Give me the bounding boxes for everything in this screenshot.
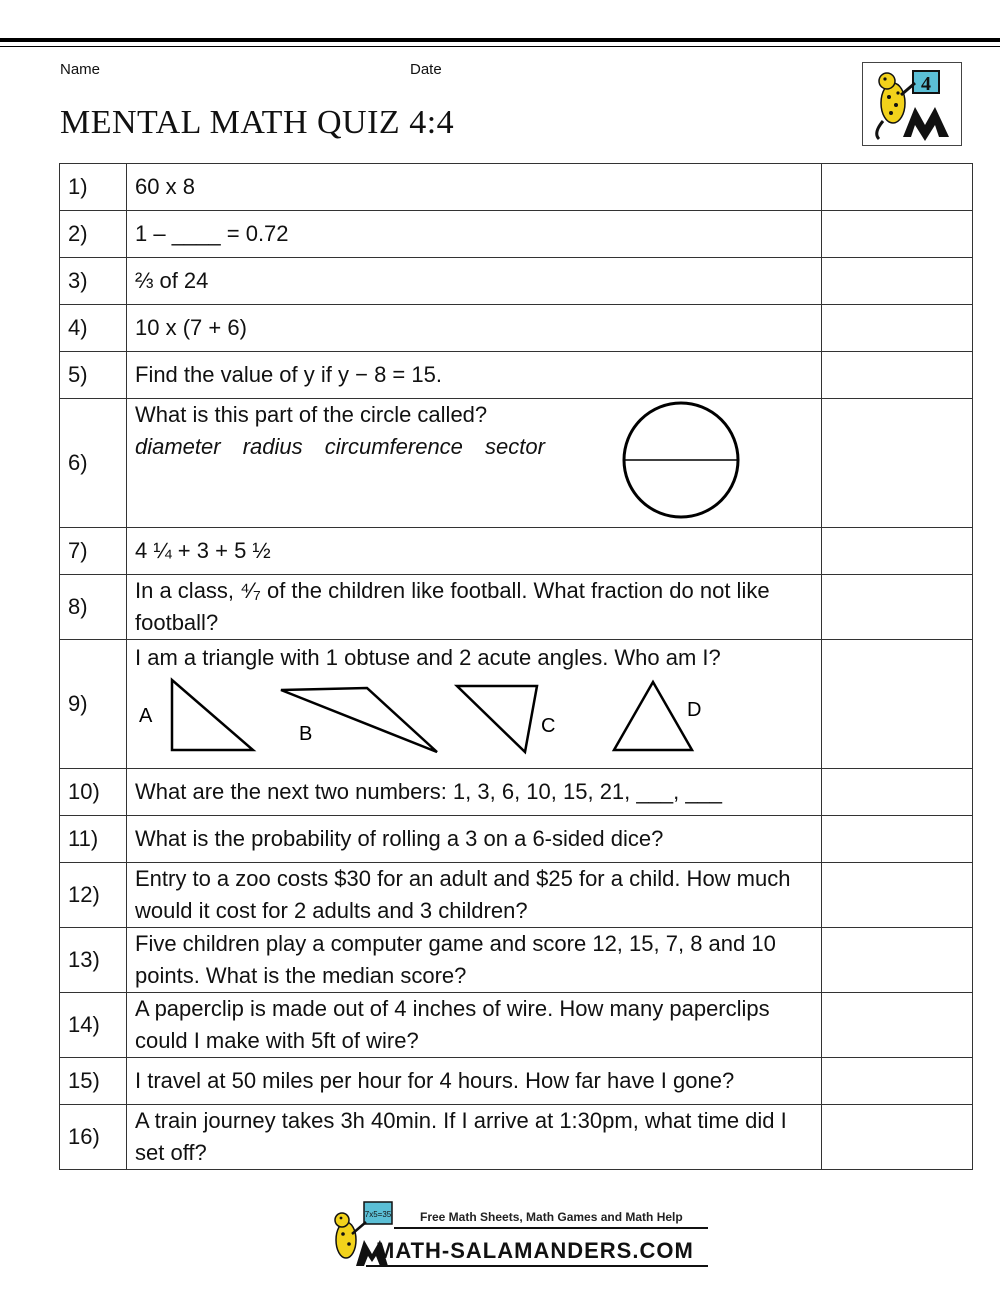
question-number: 6): [60, 399, 127, 528]
name-label: Name: [60, 61, 101, 78]
question-row-4: [60, 305, 973, 352]
triangle-label-d: D: [687, 699, 702, 721]
triangle-label-c: C: [541, 715, 556, 737]
question-row-3: [60, 258, 973, 305]
question-number: 1): [60, 164, 127, 211]
answer-box[interactable]: [822, 258, 973, 305]
question-number: 14): [60, 993, 127, 1058]
answer-box[interactable]: [822, 164, 973, 211]
question-text: 1 – ____ = 0.72: [127, 211, 822, 258]
answer-box[interactable]: [822, 528, 973, 575]
question-number: 15): [60, 1058, 127, 1105]
question-row-6: [60, 399, 973, 528]
question-text: ⅔ of 24: [127, 258, 822, 305]
top-rule-thin: [0, 46, 1000, 47]
grade-number: 4: [921, 73, 931, 95]
answer-box[interactable]: [822, 211, 973, 258]
question-number: 16): [60, 1105, 127, 1170]
question-row-9: [60, 640, 973, 769]
question-number: 5): [60, 352, 127, 399]
option-radius: radius: [242, 434, 303, 459]
question-number: 4): [60, 305, 127, 352]
triangle-d: [614, 682, 692, 750]
answer-box[interactable]: [822, 640, 973, 769]
question-row-1: [60, 164, 973, 211]
question-text: What is this part of the circle called?: [135, 402, 488, 427]
footer-tagline: Free Math Sheets, Math Games and Math Help: [420, 1210, 683, 1224]
circle-diagram: [621, 399, 741, 521]
triangle-c: [457, 686, 537, 752]
option-circumference: circumference: [324, 434, 463, 459]
question-text: A paperclip is made out of 4 inches of wire. How many paperclips could I make with 5ft of wire?: [127, 993, 822, 1058]
question-number: 2): [60, 211, 127, 258]
answer-box[interactable]: [822, 928, 973, 993]
question-row-11: [60, 816, 973, 863]
question-number: 9): [60, 640, 127, 769]
question-row-10: [60, 769, 973, 816]
question-row-7: [60, 528, 973, 575]
triangle-a: [172, 680, 253, 750]
date-label: Date: [410, 61, 442, 78]
question-number: 8): [60, 575, 127, 640]
question-row-2: [60, 211, 973, 258]
top-rule: [0, 38, 1000, 42]
footer-badge-text: 7x5=35: [364, 1210, 392, 1219]
question-text: 60 x 8: [127, 164, 822, 211]
answer-box[interactable]: [822, 1058, 973, 1105]
triangle-label-a: A: [139, 705, 153, 727]
question-text: Find the value of y if y − 8 = 15.: [127, 352, 822, 399]
question-row-16: [60, 1105, 973, 1170]
question-number: 12): [60, 863, 127, 928]
question-text: I travel at 50 miles per hour for 4 hours. How far have I gone?: [127, 1058, 822, 1105]
question-text: 10 x (7 + 6): [127, 305, 822, 352]
question-row-15: [60, 1058, 973, 1105]
footer-site-name: MATH-SALAMANDERS.COM: [376, 1238, 694, 1263]
question-number: 3): [60, 258, 127, 305]
question-text: A train journey takes 3h 40min. If I arrive at 1:30pm, what time did I set off?: [127, 1105, 822, 1170]
question-row-14: [60, 993, 973, 1058]
answer-box[interactable]: [822, 993, 973, 1058]
question-text: I am a triangle with 1 obtuse and 2 acute angles. Who am I?: [135, 645, 721, 670]
question-row-8: [60, 575, 973, 640]
question-number: 13): [60, 928, 127, 993]
option-sector: sector: [485, 434, 545, 459]
triangle-label-b: B: [299, 723, 313, 745]
question-row-12: [60, 863, 973, 928]
answer-options: [135, 431, 561, 463]
question-text: 4 ¼ + 3 + 5 ½: [127, 528, 822, 575]
answer-box[interactable]: [822, 816, 973, 863]
question-text: In a class, ⁴⁄₇ of the children like football. What fraction do not like football?: [127, 575, 822, 640]
question-row-5: [60, 352, 973, 399]
answer-box[interactable]: [822, 575, 973, 640]
triangle-options-diagram: [135, 670, 825, 760]
answer-box[interactable]: [822, 769, 973, 816]
question-number: 7): [60, 528, 127, 575]
answer-box[interactable]: [822, 305, 973, 352]
answer-box[interactable]: [822, 352, 973, 399]
option-diameter: diameter: [135, 434, 221, 459]
question-number: 11): [60, 816, 127, 863]
page-title: MENTAL MATH QUIZ 4:4: [60, 104, 455, 141]
question-row-13: [60, 928, 973, 993]
quiz-table: [59, 163, 973, 1170]
question-text: What are the next two numbers: 1, 3, 6, 10, 15, 21, ___, ___: [127, 769, 822, 816]
question-number: 10): [60, 769, 127, 816]
answer-box[interactable]: [822, 1105, 973, 1170]
question-text: Five children play a computer game and score 12, 15, 7, 8 and 10 points. What is the median score?: [127, 928, 822, 993]
salamander-logo-icon: [862, 62, 962, 146]
answer-box[interactable]: [822, 863, 973, 928]
question-text: Entry to a zoo costs $30 for an adult and $25 for a child. How much would it cost for 2 adults and 3 children?: [127, 863, 822, 928]
question-text: What is the probability of rolling a 3 on a 6-sided dice?: [127, 816, 822, 863]
answer-box[interactable]: [822, 399, 973, 528]
